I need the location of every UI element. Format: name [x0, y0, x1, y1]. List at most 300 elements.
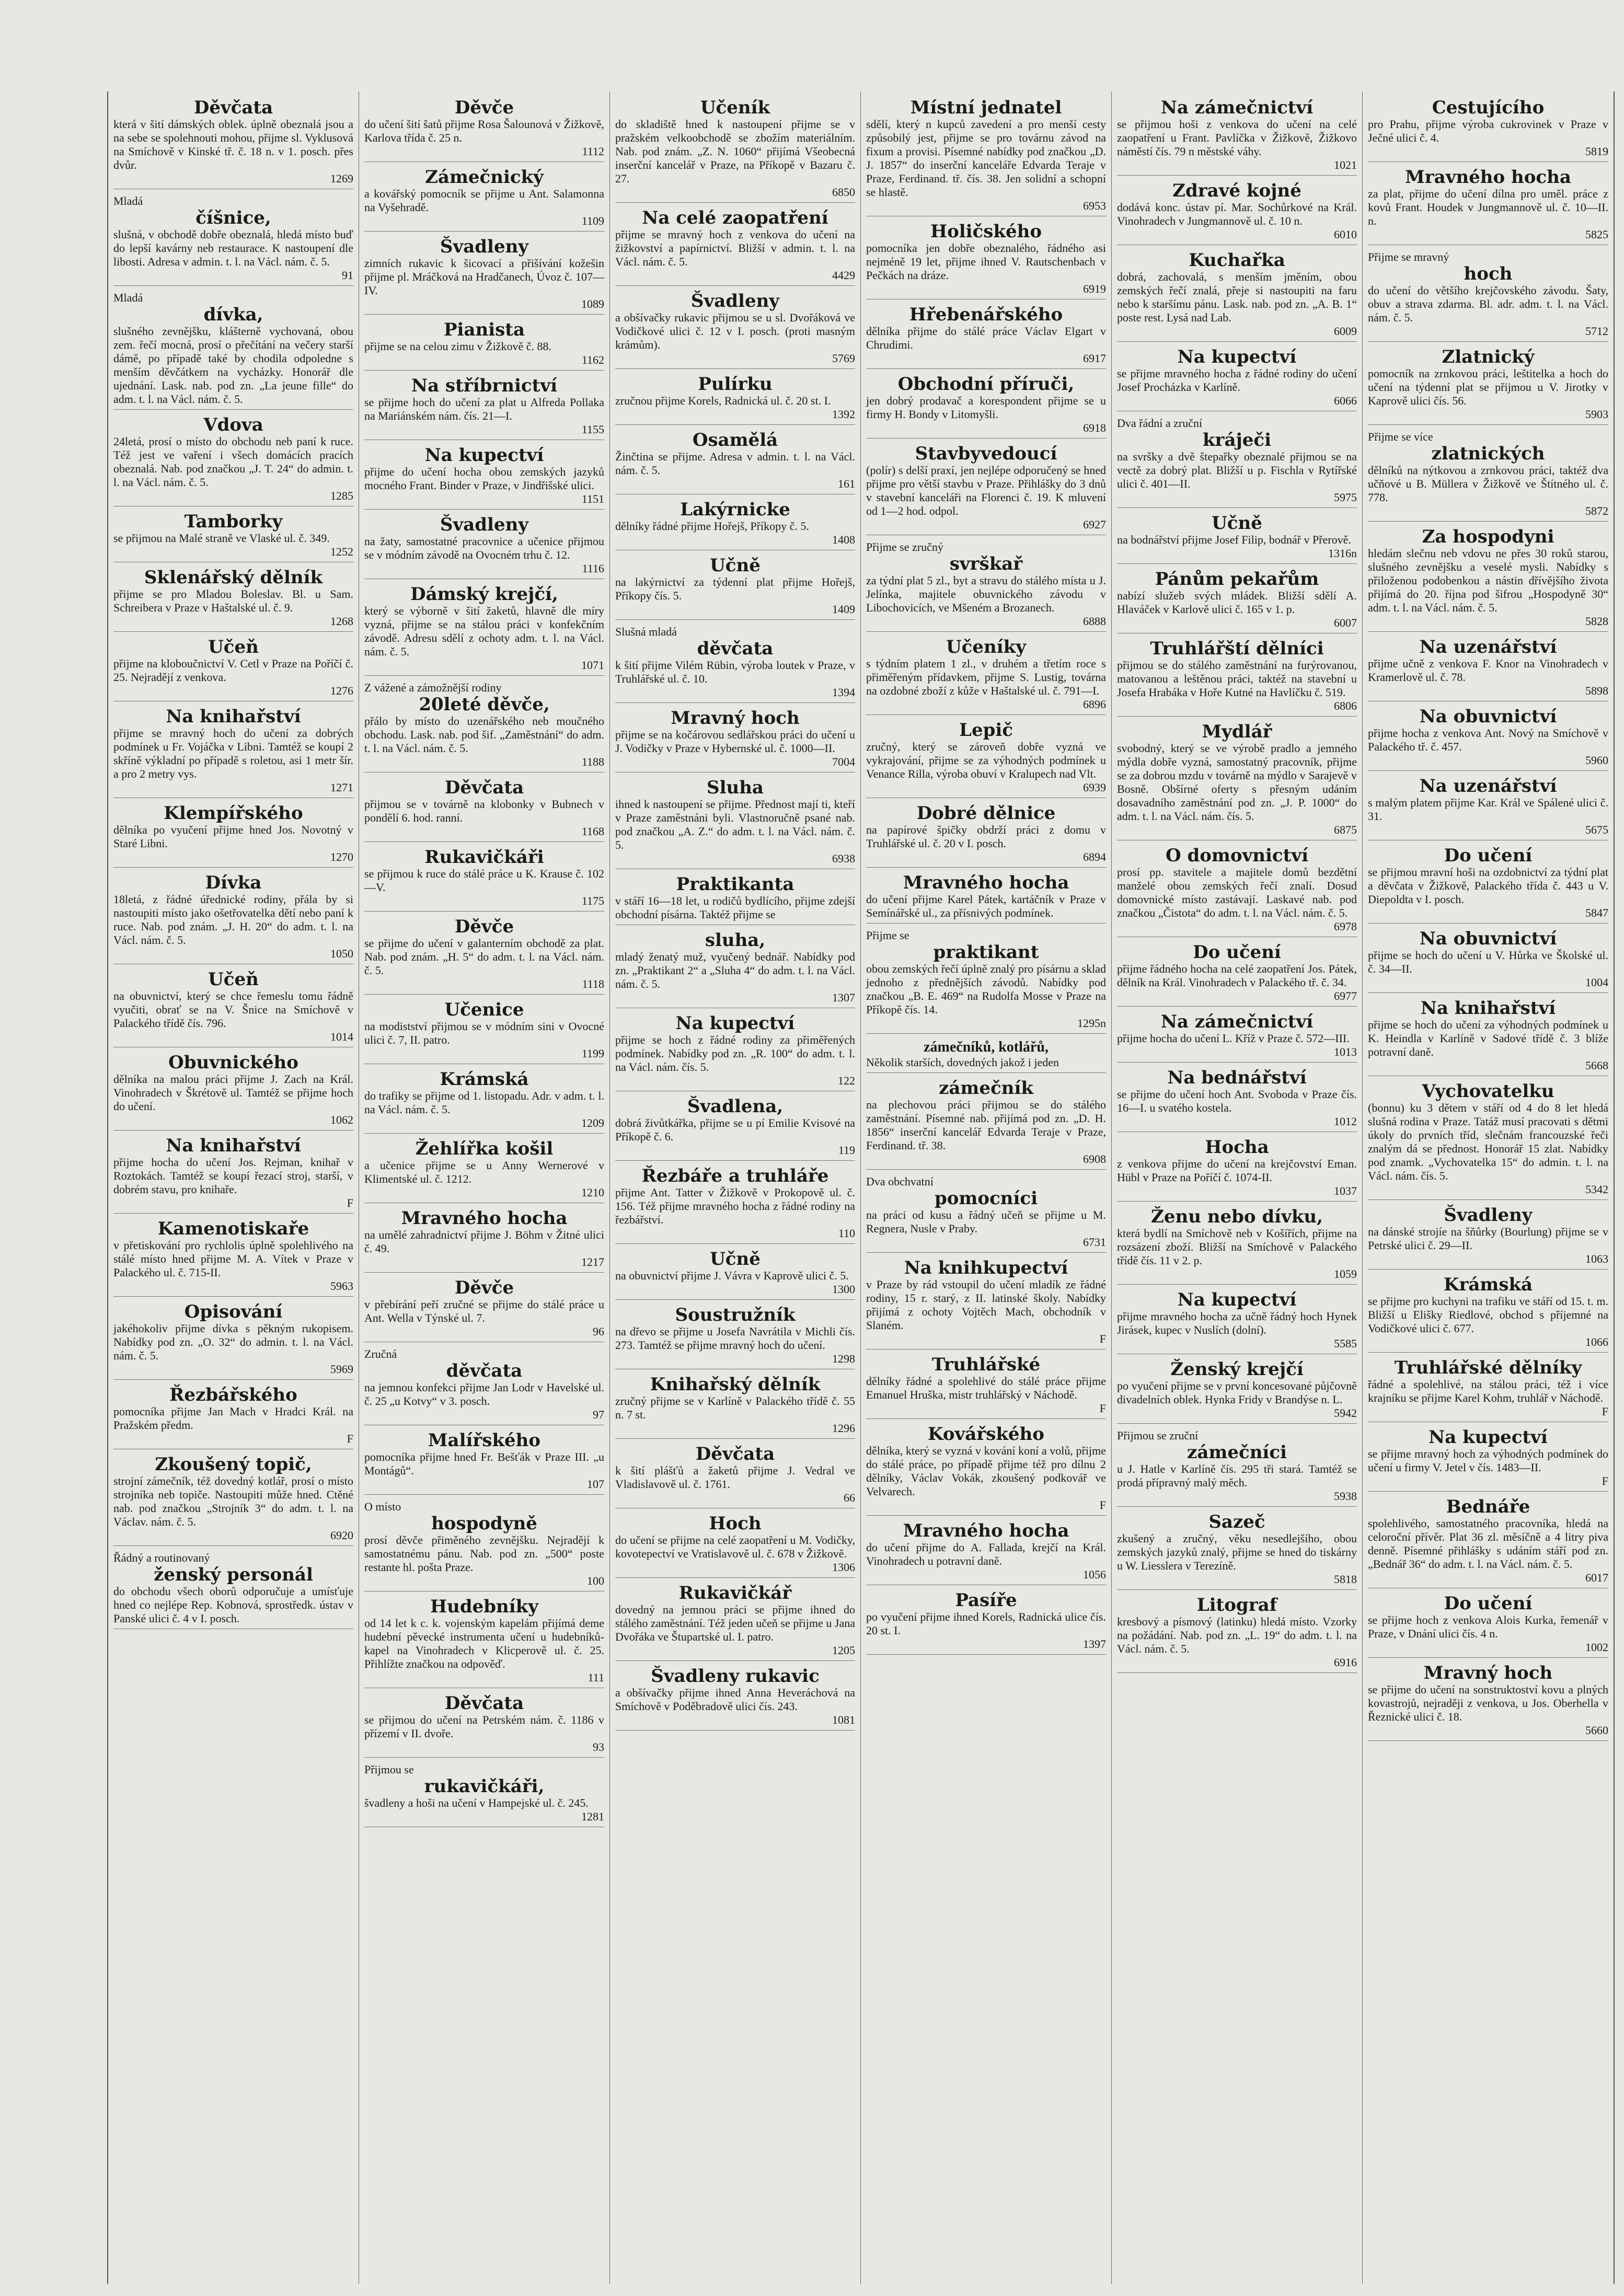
ad-body: na papírové špičky obdrží práci z domu v Truhlářské ul. č. 20 v I. posch.: [866, 823, 1106, 850]
ad-body: přijme se na kočárovou sedlářskou práci do učení u J. Vodičky v Praze v Hybernské ul. č. 1000—II.: [615, 728, 855, 755]
ad-number: F: [1099, 1402, 1106, 1415]
ad-heading: Mravný hoch: [671, 708, 800, 729]
ad-lead-line: O místo: [364, 1500, 401, 1513]
classified-ad: [113, 194, 353, 286]
classified-ad: [866, 1424, 1106, 1516]
ad-number: 1408: [832, 533, 855, 546]
classified-ad: [364, 1500, 604, 1591]
ad-heading: hospodyně: [431, 1513, 537, 1534]
ad-number: 91: [342, 269, 353, 282]
classified-ad: [364, 1347, 604, 1425]
classified-ad: [1368, 527, 1608, 632]
ad-heading: Vdova: [203, 414, 263, 435]
ad-body: přijme hocha do učení Jos. Rejman, knihař v Roztokách. Tamtéž se koupí řezací stroj, starší, v dobrém stavu, pro knihaře.: [113, 1156, 353, 1196]
classified-ad: [364, 681, 604, 772]
newspaper-page: [107, 91, 1615, 2284]
ad-heading: Učeníky: [946, 637, 1026, 657]
ad-number: 1199: [581, 1047, 604, 1060]
ad-body: pomocníka přijme Jan Mach v Hradci Král. na Pražském předm.: [113, 1405, 353, 1432]
ad-body: za plat, přijme do učení dílna pro uměl. práce z kovů Frant. Houdek v Jungmannově ul. č. 10—II. n.: [1368, 187, 1608, 227]
ad-number: 1269: [330, 172, 353, 185]
ad-number: 7004: [832, 755, 855, 768]
classified-ad: [364, 376, 604, 440]
classified-ad: [866, 374, 1106, 439]
ad-body: po vyučení přijme se v první koncesované půjčovně divadelních oblek. Hynka Fridy v Brandýse n. L.: [1117, 1379, 1357, 1406]
ad-body: která v šití dámských oblek. úplně obeznalá jsou a na sebe se spolehnouti mohou, přijme sl. Vyklusová na Smíchově v Kinské tř. č. 18 n. v 1. posch. přes dvůr.: [113, 118, 353, 171]
ad-body: na dánské strojíe na šňůrky (Bourlung) přijme se v Petrské ulici č. 29—II.: [1368, 1225, 1608, 1252]
ad-number: 6927: [1083, 518, 1106, 531]
ad-number: 6918: [1083, 421, 1106, 434]
ad-lead-line: Přijme se mravný: [1368, 250, 1449, 263]
classified-ad: [113, 970, 353, 1047]
classified-ad: [1117, 1290, 1357, 1354]
ad-body: dovedný na jemnou práci se přijme ihned do stálého zaměstnání. Též jeden učeň se přijme u Jana Dvořáka ve Štupartské ul. I. patro.: [615, 1603, 855, 1643]
classified-ad: [1117, 1012, 1357, 1063]
ad-heading: Zkoušený topič,: [155, 1454, 312, 1475]
ad-heading: Na uzenářství: [1419, 776, 1557, 797]
classified-ad: [364, 1693, 604, 1758]
classified-ad: [615, 1666, 855, 1730]
classified-ad: [1117, 1429, 1357, 1507]
classified-ad: [364, 847, 604, 912]
ad-heading: Učeň: [208, 969, 259, 990]
ad-body: se přijmou mravní hoši na ozdobnictví za týdní plat a děvčata v Žižkově, Palackého třída č. 443 u V. Diepoldta v I. posch.: [1368, 866, 1608, 906]
ad-heading: Do učení: [1193, 942, 1281, 963]
ad-heading: Rukavičkáři: [424, 847, 544, 868]
ad-lead-line: Přijme se více: [1368, 430, 1433, 443]
ad-number: 1162: [581, 353, 604, 366]
ad-number: 1168: [581, 825, 604, 838]
classified-ad: [364, 1069, 604, 1134]
ad-number: 111: [588, 1671, 604, 1684]
ad-body: na umělé zahradnictví přijme J. Böhm v Žitné ulici č. 49.: [364, 1228, 604, 1255]
ad-body: se přijmou k ruce do stálé práce u K. Krause č. 102—V.: [364, 867, 604, 894]
ad-number: 110: [838, 1227, 855, 1240]
ad-heading: Krámská: [1443, 1274, 1533, 1295]
ad-number: F: [1099, 1498, 1106, 1512]
classified-ad: [113, 1385, 353, 1449]
ad-body: slušná, v obchodě dobře obeznalá, hledá místo buď do lepší kavárny neb restaurace. K nastoupení dle libosti. Adresa v admin. t. l. na Václ. nám. č. 5.: [113, 228, 353, 268]
ad-body: za týdní plat 5 zl., byt a stravu do stálého místa u J. Jelínka, majitele obuvnického závodu v Libochovicích, ve Mšeném a Brozanech.: [866, 574, 1106, 614]
ad-heading: Švadleny: [690, 291, 780, 311]
classified-ad: [1117, 846, 1357, 937]
ad-number: 5828: [1585, 615, 1608, 628]
classified-ad: [866, 803, 1106, 868]
classified-ad: [364, 1430, 604, 1495]
ad-body: a obšívačky přijme ihned Anna Heveráchová na Smíchově v Poděbradově ulici čís. 243.: [615, 1686, 855, 1713]
ad-heading: Za hospodyni: [1422, 526, 1554, 547]
classified-ad: [1117, 1512, 1357, 1590]
ad-number: 1295n: [1077, 1017, 1106, 1030]
ad-number: 1021: [1334, 158, 1357, 171]
ad-number: 119: [838, 1144, 855, 1157]
ad-number: 1081: [832, 1713, 855, 1726]
ad-heading: Švadleny: [440, 236, 529, 257]
ad-lead-line: Slušná mladá: [615, 625, 677, 638]
classified-ad: [1368, 250, 1608, 342]
ad-column: [108, 91, 359, 2284]
ad-number: 1205: [832, 1644, 855, 1657]
ad-heading: Hudebníky: [430, 1596, 538, 1617]
ad-number: 1285: [330, 489, 353, 502]
ad-heading: Děvče: [454, 916, 514, 937]
ad-heading: Na zámečnictví: [1160, 1011, 1314, 1032]
ad-heading: Praktikanta: [676, 874, 794, 895]
ad-body: hledám slečnu neb vdovu ne přes 30 roků starou, slušného zevnějšku a veselé mysli. Nabídky s přiloženou podobenkou a nástin dřívějšího života přijímá do 20. října pod šifrou „Hospodyně 30“ adm. t. l. na Václ. nám. č. 5.: [1368, 547, 1608, 614]
ad-number: 1116: [582, 562, 604, 575]
ad-number: 5668: [1585, 1059, 1608, 1072]
ad-body: v přebírání peří zručné se přijme do stálé práce u Ant. Wella v Týnské ul. 7.: [364, 1298, 604, 1324]
classified-ad: [1117, 1359, 1357, 1424]
ad-lead-line: Mladá: [113, 291, 143, 304]
ad-heading: Na kupectví: [1177, 1289, 1297, 1310]
ad-number: 5769: [832, 352, 855, 365]
classified-ad: [866, 1355, 1106, 1419]
ad-number: 6916: [1334, 1656, 1357, 1669]
ad-heading: Na knihařství: [1420, 998, 1556, 1019]
ad-body: sdělí, který n kupců zavedení a pro menší cesty způsobilý jest, přijme se pro továrnu závod na fixum a provisi. Písemné nabídky pod značkou „D. J. 1857“ do inserční kanceláře Edvarda Teraje v Praze, Ferdinand. tř. čís. 38. Jen solidní a schopní se hlastě.: [866, 118, 1106, 199]
ad-number: 1059: [1334, 1267, 1357, 1280]
classified-ad: [615, 208, 855, 286]
ad-body: nabízí služeb svých mládek. Bližší sdělí A. Hlaváček v Karlově ulici č. 165 v 1. p.: [1117, 589, 1357, 616]
ad-heading: Učně: [710, 555, 761, 576]
ad-number: 100: [587, 1574, 604, 1587]
ad-number: 1002: [1585, 1641, 1608, 1654]
classified-ad: [1117, 1207, 1357, 1285]
ad-body: přijmou se do stálého zaměstnání na furýrovanou, matovanou a leštěnou práci, taktéž na stavební u Josefa Hrabáka v Hoře Kutné na Havlíčku č. 519.: [1117, 659, 1357, 699]
ad-body: od 14 let k c. k. vojenským kapelám přijímá deme hudební pěvecké instrumenta učení u hudebníků-kapel na Vinohradech v Klicperově ul. č. 25. Přihlížte značkou na odpověď.: [364, 1617, 604, 1670]
ad-heading: Truhlářští dělníci: [1150, 638, 1324, 659]
ad-body: přijme se hoch do učení za výhodných podmínek u K. Heindla v Karlíně v Sadové třídě č. 3 blíže potravní daně.: [1368, 1018, 1608, 1058]
ad-number: 1298: [832, 1352, 855, 1365]
classified-ad: [364, 320, 604, 371]
ad-body: přijme učně z venkova F. Knor na Vinohradech v Kramerlově ul. č. 78.: [1368, 657, 1608, 684]
ad-body: přijme se pro Mladou Boleslav. Bl. u Sam. Schreibera v Praze v Haštalské ul. č. 9.: [113, 587, 353, 614]
ad-number: 1307: [832, 991, 855, 1004]
ad-heading: Krámská: [440, 1069, 529, 1090]
ad-body: která bydlí na Smíchově neb v Košířích, přijme na rozsázení zboží. Bližší na Smíchově v Palackého třídě čís. 11 v 2. p.: [1117, 1227, 1357, 1267]
ad-number: 6938: [832, 852, 855, 865]
classified-ad: [866, 1521, 1106, 1585]
ad-heading: Mravného hocha: [1405, 167, 1571, 188]
ad-column: [861, 91, 1112, 2284]
ad-body: na lakýrnictví za týdenní plat přijme Hořejš, Příkopy čís. 5.: [615, 575, 855, 602]
ad-body: dělníků na nýtkovou a zrnkovou práci, taktéž dva učňové u B. Müllera v Žižkově ve Štítného ul. č. 778.: [1368, 464, 1608, 504]
ad-number: 6009: [1334, 325, 1357, 338]
ad-body: prosí pp. stavitele a majitele domů bezdětní manželé obou zemských řečí znalí. Dosud domovnické místo zastávají. Laskavé nab. pod značkou „Čistota“ do adm. t. l. na Václ. nám. č. 5.: [1117, 866, 1357, 919]
classified-ad: [113, 1136, 353, 1214]
classified-ad: [113, 637, 353, 701]
classified-ad: [866, 98, 1106, 216]
ad-body: přijme řádného hocha na celé zaopatření Jos. Pátek, dělník na Král. Vinohradech v Palackého tř. č. 34.: [1117, 962, 1357, 989]
ad-number: 1276: [330, 684, 353, 697]
ad-body: spolehlivého, samostatného pracovníka, hledá na celoroční přívěr. Plat 36 zl. měsíčně a 4 litry piva denně. Písemné přihlášky s udáním stáří pod zn. „Bednář 36“ do adm. t. l. na Václ. nám. č. 5.: [1368, 1517, 1608, 1571]
ad-number: F: [1099, 1332, 1106, 1345]
classified-ad: [364, 1139, 604, 1203]
classified-ad: [615, 1166, 855, 1244]
ad-heading: sluha,: [705, 930, 766, 951]
ad-number: 1071: [581, 659, 604, 672]
ad-heading: Mravného hocha: [903, 872, 1069, 893]
ad-body: přijme se mravný hoch do učení za dobrých podmínek u Fr. Vojáčka v Libni. Tamtéž se koupí 2 skříně výkladní po případě s roletou, asi 1 metr šír. a pro 2 metry vys.: [113, 726, 353, 780]
ad-lead-line: Dva řádní a zruční: [1117, 417, 1203, 430]
ad-number: 1013: [1334, 1045, 1357, 1058]
ad-number: 5975: [1334, 491, 1357, 504]
ad-heading: zámečník: [939, 1078, 1033, 1099]
ad-number: 4429: [832, 269, 855, 282]
ad-number: 5819: [1585, 145, 1608, 158]
ad-number: 5847: [1585, 906, 1608, 919]
ad-heading: ženský personál: [154, 1564, 313, 1585]
classified-ad: [364, 1000, 604, 1064]
ad-heading: Na celé zaopatření: [642, 207, 828, 228]
ad-body: na svršky a dvě štepařky obeznalé přijmou se na vectě za dobrý plat. Bližší u p. Fischla v Rytířské ulici č. 401—II.: [1117, 450, 1357, 490]
ad-number: 6917: [1083, 352, 1106, 365]
ad-body: přijme Ant. Tatter v Žižkově v Prokopově ul. č. 156. Též přijme mravného hocha z řádné rodiny na řezbářství.: [615, 1186, 855, 1226]
ad-lead-line: Přijmou se zruční: [1117, 1429, 1199, 1442]
classified-ad: [1368, 1594, 1608, 1658]
ad-heading: Sazeč: [1208, 1512, 1265, 1532]
classified-ad: [1117, 942, 1357, 1007]
ad-number: 6806: [1334, 699, 1357, 712]
classified-ad: [1368, 430, 1608, 522]
ad-body: zkušený a zručný, věku nesedlejšího, obou zemských jazyků znalý, přijme se hned do tiskárny u W. Liesslera v Terezíně.: [1117, 1532, 1357, 1572]
ad-heading: O domovnictví: [1165, 845, 1309, 866]
ad-number: 1306: [832, 1561, 855, 1574]
ad-heading: 20leté děvče,: [419, 694, 550, 715]
ad-heading: Holičského: [930, 221, 1042, 242]
classified-ad: [364, 1763, 604, 1827]
classified-ad: [364, 445, 604, 510]
ad-number: 96: [593, 1325, 604, 1338]
classified-ad: [1117, 250, 1357, 342]
ad-number: 5942: [1334, 1406, 1357, 1420]
ad-heading: Místní jednatel: [910, 97, 1062, 118]
ad-number: 1209: [581, 1116, 604, 1129]
ad-heading: Na kupectví: [675, 1013, 795, 1034]
ad-body: v stáří 16—18 let, u rodičů bydlícího, přijme zdejší obchodní písárna. Taktéž přijme se: [615, 894, 855, 921]
ad-heading: Knihařský dělník: [650, 1374, 821, 1395]
ad-number: 5818: [1334, 1573, 1357, 1586]
ad-number: 1066: [1585, 1335, 1608, 1348]
ad-body: na dřevo se přijme u Josefa Navrátila v Michli čís. 273. Tamtéž se přijme mravný hoch do učení.: [615, 1325, 855, 1352]
ad-body: na žaty, samostatné pracovnice a učenice přijmou se v módním závodě na Ovocném trhu č. 12.: [364, 535, 604, 561]
ad-body: u J. Hatle v Karlíně čís. 295 tři stará. Tamtéž se prodá přípravný malý měch.: [1117, 1462, 1357, 1489]
ad-number: 1056: [1083, 1568, 1106, 1581]
classified-ad: [615, 1097, 855, 1161]
classified-ad: [1368, 1275, 1608, 1353]
ad-number: 1300: [832, 1283, 855, 1296]
ad-heading: Učeň: [208, 637, 259, 657]
ad-heading: číšnice,: [195, 207, 271, 228]
ad-number: 6920: [330, 1529, 353, 1542]
ad-number: 1151: [581, 492, 604, 505]
classified-ad: [1117, 98, 1357, 176]
ad-heading: Sklenářský dělník: [144, 567, 323, 588]
ad-number: 66: [844, 1491, 855, 1504]
ad-heading: Litograf: [1196, 1595, 1277, 1616]
classified-ad: [866, 720, 1106, 798]
classified-ad: [364, 515, 604, 579]
ad-heading: Malířského: [428, 1430, 541, 1451]
ad-number: 6888: [1083, 615, 1106, 628]
ad-heading: Učenice: [444, 999, 524, 1020]
classified-ad: [615, 98, 855, 203]
ad-heading: Na bednářství: [1167, 1067, 1307, 1088]
ad-heading: Do učení: [1444, 845, 1533, 866]
ad-body: prosí děvče přiměného zevnějšku. Nejradějí k samostatnému pánu. Nab. pod zn. „500“ poste restante hl. pošta Praze.: [364, 1533, 604, 1574]
ad-number: 1050: [330, 947, 353, 960]
ad-body: přálo by místo do uzenářského neb moučného obchodu. Lask. nab. pod šif. „Zaměstnání“ do adm. t. l. na Václ. nám. č. 5.: [364, 714, 604, 755]
ad-heading: Děvče: [454, 1277, 514, 1298]
classified-ad: [1368, 846, 1608, 924]
ad-heading: Na obuvnictví: [1419, 706, 1557, 727]
ad-number: 6978: [1334, 920, 1357, 933]
ad-heading: dívka,: [203, 304, 263, 325]
ad-number: 5898: [1585, 684, 1608, 697]
ad-body: přijme se hoch do učení u V. Hůrka ve Školské ul. č. 34—II.: [1368, 949, 1608, 975]
ad-body: na práci od kusu a řádný učeň se přijme u M. Regnera, Nusle v Praby.: [866, 1208, 1106, 1235]
ad-number: 5938: [1334, 1490, 1357, 1503]
ad-lead-line: Přijmou se: [364, 1763, 414, 1776]
ad-body: se přijmou do učení na Petrském nám. č. 1186 v přízemí v II. dvoře.: [364, 1713, 604, 1740]
classified-ad: [1368, 1205, 1608, 1270]
ad-heading: Pánům pekařům: [1155, 569, 1319, 590]
ad-body: zručnou přijme Korels, Radnická ul. č. 20 st. I.: [615, 394, 831, 407]
classified-ad: [1368, 1427, 1608, 1492]
ad-body: pomocníka jen dobře obeznalého, řádného asi nejméně 19 let, přijme ihned V. Rautschenbach v Pečkách na dráze.: [866, 241, 1106, 282]
classified-ad: [1368, 1497, 1608, 1588]
ad-body: se přijme do učení v galanterním obchodě za plat. Nab. pod znám. „H. 5“ do adm. t. l. na Václ. nám. č. 5.: [364, 937, 604, 977]
ad-body: švadleny a hoši na učení v Hampejské ul. č. 245.: [364, 1796, 589, 1809]
ad-number: 5675: [1585, 823, 1608, 836]
ad-heading: Na zámečnictví: [1160, 97, 1314, 118]
ad-number: 6731: [1083, 1236, 1106, 1249]
classified-ad: [1117, 1595, 1357, 1673]
ad-body: pomocníka přijme hned Fr. Bešťák v Praze III. „u Montágů“.: [364, 1450, 604, 1477]
ad-heading: Bednáře: [1446, 1496, 1530, 1517]
classified-ad: [1117, 417, 1357, 508]
ad-heading: zámečníci: [1187, 1442, 1287, 1463]
classified-ad: [615, 556, 855, 620]
classified-ad: [113, 1053, 353, 1130]
ad-body: řádné a spolehlivé, na stálou práci, též i více krajníku se přijme Karel Kohm, truhlář v Náchodě.: [1368, 1378, 1608, 1404]
ad-body: v přetiskování pro rychlolis úplně spolehlivého na stálé místo hned přijme M. A. Vítek v Praze v Palackého ul. č. 715-II.: [113, 1239, 353, 1279]
ad-heading: Dobré dělnice: [916, 803, 1056, 824]
ad-body: se přijme mravný hoch za výhodných podmínek do učení u firmy V. Jetel v čís. 1483—II.: [1368, 1447, 1608, 1474]
ad-body: přijme mravného hocha za učně řádný hoch Hynek Jirásek, kupec v Nuslích (dolní).: [1117, 1310, 1357, 1336]
classified-ad: [113, 415, 353, 506]
ad-heading: Zámečnický: [425, 167, 544, 188]
ad-body: se přijmou hoši z venkova do učení na celé zaopatření u Frant. Pavlíčka v Žižkově, Žižkovo náměstí čís. 79 n městské váhy.: [1117, 118, 1357, 158]
ad-body: dělníka, který se vyzná v kování koní a volů, přijme do stálé práce, po případě přijme též pro dílnu 2 dělníky, Václav Vokák, zkoušený podkovář ve Velvarech.: [866, 1444, 1106, 1498]
classified-ad: [1117, 1068, 1357, 1132]
classified-ad: [1117, 639, 1357, 717]
ad-heading: Kuchařka: [1189, 250, 1285, 271]
ad-number: 1109: [581, 214, 604, 227]
ad-body: po vyučení přijme ihned Korels, Radnická ulice čís. 20 st. I.: [866, 1610, 1106, 1637]
ad-number: 1118: [582, 977, 604, 990]
ad-heading: Stavbyvedoucí: [915, 443, 1057, 464]
classified-ad: [615, 778, 855, 869]
ad-heading: Klempířského: [164, 803, 303, 824]
ad-heading: Učně: [710, 1249, 761, 1270]
ad-heading: Soustružník: [675, 1305, 796, 1325]
ad-body: zimních rukavic k šicovací a přišívání kožešin přijme pl. Mráčková na Hradčanech, Úvoz č. 107—IV.: [364, 257, 604, 297]
ad-number: 1270: [330, 850, 353, 863]
ad-heading: Švadlena,: [687, 1096, 784, 1117]
classified-ad: [866, 873, 1106, 924]
ad-heading: Hocha: [1205, 1137, 1269, 1158]
classified-ad: [615, 1375, 855, 1439]
ad-heading: Kamenotiskaře: [157, 1218, 309, 1239]
ad-body: pro Prahu, přijme výroba cukrovinek v Praze v Ječné ulici č. 4.: [1368, 118, 1608, 144]
classified-ad: [615, 708, 855, 772]
classified-ad: [615, 1013, 855, 1091]
ad-body: s malým platem přijme Kar. Král ve Spálené ulici č. 31.: [1368, 796, 1608, 823]
ad-body: strojní zámečník, též dovedný kotlář, prosí o místo strojníka neb topiče. Nastoupiti může hned. Ctěné nab. pod značkou „Strojník 3“ do adm. t. l. na Václav. nám. č. 5.: [113, 1474, 353, 1528]
classified-ad: [615, 430, 855, 494]
ad-heading: Lakýrnicke: [680, 499, 790, 520]
ad-body: (polír) s delší praxí, jen nejlépe odporučený se hned přijme pro větší stavbu v Praze. Přihlášky do 3 dnů v stavební kanceláři na Florenci č. 19. K mluvení od 1—2 hod. odpol.: [866, 464, 1106, 517]
ad-body: slušného zevnějšku, klášterně vychovaná, obou zem. řečí mocná, prosí o přečítání na večery starší dámě, po případě také by chodila odpoledne s menším děvčátkem na vycházky. Honorář dle ujednání. Lask. nab. pod zn. „La jeune fille“ do adm. t. l. na Václ. nám. č. 5.: [113, 325, 353, 406]
ad-heading: Pasíře: [955, 1590, 1017, 1611]
classified-ad: [113, 1219, 353, 1297]
ad-body: na jemnou konfekci přijme Jan Lodr v Havelské ul. č. 25 „u Kotvy“ v 3. posch.: [364, 1381, 604, 1407]
ad-heading: Švadleny: [440, 514, 529, 535]
ad-heading: Pulírku: [698, 374, 773, 395]
ad-lead-line: Dva obchvatní: [866, 1175, 934, 1188]
ad-number: 5903: [1585, 408, 1608, 421]
classified-ad: [866, 305, 1106, 369]
ad-body: se přijme hoch z venkova Alois Kurka, řemenář v Praze, v Dnání ulici čís. 4 n.: [1368, 1613, 1608, 1640]
classified-ad: [866, 637, 1106, 715]
ad-body: na obuvnictví, který se chce řemeslu tomu řádně vyučiti, obrať se na V. Šnice na Smíchově v Palackého třídě čís. 796.: [113, 989, 353, 1030]
ad-lead-line: Přijme se zručný: [866, 540, 943, 553]
classified-ad: [615, 1583, 855, 1661]
ad-heading: Děvčata: [444, 777, 524, 798]
ad-number: 1217: [581, 1255, 604, 1268]
classified-ad: [1368, 637, 1608, 701]
ad-number: 1210: [581, 1186, 604, 1199]
ad-number: 5585: [1334, 1337, 1357, 1350]
ad-body: se přijme do učení hoch Ant. Svoboda v Praze čís. 16—I. u svatého kostela.: [1117, 1088, 1357, 1114]
ad-column: [359, 91, 610, 2284]
ad-number: 1175: [581, 894, 604, 907]
ad-heading: Učeník: [700, 97, 770, 118]
ad-heading: Učně: [1212, 513, 1262, 534]
classified-ad: [364, 1208, 604, 1273]
ad-body: kresbový a písmový (latinku) hledá místo. Vzorky na požádání. Nab. pod zn. „L. 19“ do adm. t. l. na Václ. nám. č. 5.: [1117, 1615, 1357, 1655]
ad-heading: Rukavičkář: [678, 1583, 792, 1603]
classified-ad: [615, 374, 855, 425]
ad-heading: Na kupectví: [1177, 347, 1297, 367]
ad-lead-line: Zručná: [364, 1347, 397, 1360]
ad-number: 6896: [1083, 698, 1106, 711]
ad-number: 6894: [1083, 850, 1106, 863]
classified-ad: [1117, 722, 1357, 840]
classified-ad: [866, 1078, 1106, 1170]
ad-number: 97: [593, 1408, 604, 1421]
ad-body: přijme na kloboučnictví V. Cetl v Praze na Poříčí č. 25. Nejradějí z venkova.: [113, 657, 353, 684]
ad-heading: Švadleny rukavic: [651, 1666, 820, 1687]
ad-number: F: [1602, 1474, 1608, 1487]
ad-body: v Praze by rád vstoupil do učení mladík ze řádné rodiny, 15 r. starý, z II. latinské školy. Nabídky přijímá z ochoty Vojtěch Mach, obchodník v Slaném.: [866, 1278, 1106, 1332]
ad-number: 5712: [1585, 325, 1608, 338]
ad-number: 1397: [1083, 1637, 1106, 1651]
ad-number: 6007: [1334, 616, 1357, 629]
ad-body: se přijme mravného hocha z řádné rodiny do učení Josef Procházka v Karlíně.: [1117, 367, 1357, 394]
